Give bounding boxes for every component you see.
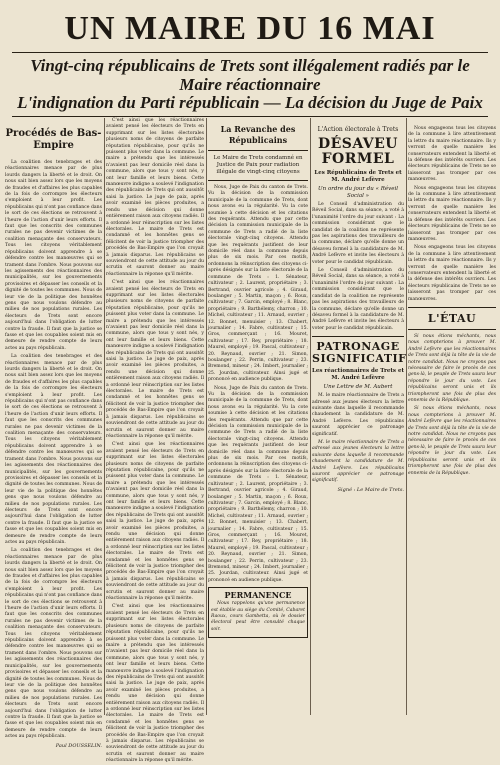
column-2-body-continued: C'est ainsi que les réactionnaires avaient pensé les électeurs de Trets en supprimant sur les listes électorales plusieurs noms de citoyens de parfaite réputation républicaine, pour qu'ils ne puissent plus voter dans la commune. Le maire a prétendu que les intéressés n'avaient pas leur domicile réel dans la commune, alors que tous y sont nés, y ont leur famille et leurs biens. Cette manœuvre indigne a soulevé l'indignation des républicains de Trets qui ont aussitôt saisi la justice. Le juge de paix, après avoir examiné les pièces produites, a rendu une décision qui donne entièrement raison aux citoyens radiés. Il a ordonné leur réinscription sur les listes électorales. Le maire de Trets est condamné et les honnêtes gens se félicitent de voir la justice triompher des procédés de Bas-Empire que l'on croyait à jamais disparus. Les républicains se souviendront de cette attitude au jour du scrutin et sauront donner au maire réactionnaire la réponse qu'il mérite. [106, 280, 204, 439]
column-4-order: Un ordre du jour du « Réveil Social » [318, 186, 398, 199]
column-4-kicker: L'Action électorale à Trets [317, 126, 399, 133]
column-2 [106, 118, 204, 764]
subhead-2: L'indignation du Parti républicain — La décision du Juge de Paix [17, 93, 483, 112]
column-5-rule [408, 329, 496, 330]
permanence-text: Nous rappelons qu'une permanence est établie au siège du Comité, Cabaret Raoux, cours Gambetta, où le dossier électoral peut être consulté chaque soir. [211, 601, 305, 632]
headline: UN MAIRE DU 16 MAI [64, 10, 436, 47]
permanence-box [208, 587, 308, 638]
column-3-intro: Le Maire de Trets condamné en Justice de Paix pour radiation illégale de vingt-cinq citoyens [213, 155, 303, 175]
column-5-body: Nous engageons tous les citoyens de la commune à lire attentivement la lettre du maire réactionnaire. Ils y verront de quelle manière les conservateurs entendent la liberté et la défense des intérêts ouvriers. Les électeurs républicains de Trets ne se laisseront pas tromper par ces manœuvres. [408, 126, 496, 183]
subhead-rule [12, 116, 488, 117]
column-5-body-2: Si nous étions méchants, nous nous compterions à prouver M. André Lefèvre que les réactionnaires de Trets sont déjà la tête de la vie de notre candidat. Nous ne croyons pas nécessaire de faire le procès de ces gens-là, le peuple de Trets saura leur répondre le jour du vote. Les républicains seront unis et ils triompheront une fois de plus des ennemis de la République. [408, 333, 496, 404]
column-2-body: C'est ainsi que les réactionnaires avaient pensé les électeurs de Trets en supprimant sur les listes électorales plusieurs noms de citoyens de parfaite réputation républicaine, pour qu'ils ne puissent plus voter dans la commune. Le maire a prétendu que les intéressés n'avaient pas leur domicile réel dans la commune, alors que tous y sont nés, y ont leur famille et leurs biens. Cette manœuvre indigne a soulevé l'indignation des républicains de Trets qui ont aussitôt saisi la justice. Le juge de paix, après avoir examiné les pièces produites, a rendu une décision qui donne entièrement raison aux citoyens radiés. Il a ordonné leur réinscription sur les listes électorales. Le maire de Trets est condamné et les honnêtes gens se félicitent de voir la justice triompher des procédés de Bas-Empire que l'on croyait à jamais disparus. Les républicains se souviendront de cette attitude au jour du scrutin et sauront donner au maire réactionnaire la réponse qu'il mérite. [106, 118, 204, 277]
column-divider [206, 118, 207, 715]
subhead-1: Vingt-cinq républicains de Trets sont illégalement radiés par le Maire réactionnaire [30, 56, 470, 94]
column-1-title: Procédés de Bas-Empire [5, 128, 102, 151]
column-5-title: L'ÉTAU [427, 311, 477, 325]
column-divider [104, 118, 105, 715]
column-5-body-continued: Nous engageons tous les citoyens de la commune à lire attentivement la lettre du maire réactionnaire. Ils y verront de quelle manière les conservateurs entendent la liberté et la défense des intérêts ouvriers. Les électeurs républicains de Trets ne se laisseront pas tromper par ces manœuvres. [408, 185, 496, 242]
column-4-body-1-continued: Le Conseil d'administration du Réveil Social, dans sa séance, a voté à l'unanimité l'ordre du jour suivant : La commission considérant que le candidat de la coalition ne représente pas les aspirations des travailleurs de la commune, déclare qu'elle donne un désaveu formel à la candidature de M. André Lefèvre et invite les électeurs à voter pour le candidat républicain. [312, 268, 404, 331]
column-2-body-continued: C'est ainsi que les réactionnaires avaient pensé les électeurs de Trets en supprimant sur les listes électorales plusieurs noms de citoyens de parfaite réputation républicaine, pour qu'ils ne puissent plus voter dans la commune. Le maire a prétendu que les intéressés n'avaient pas leur domicile réel dans la commune, alors que tous y sont nés, y ont leur famille et leurs biens. Cette manœuvre indigne a soulevé l'indignation des républicains de Trets qui ont aussitôt saisi la justice. Le juge de paix, après avoir examiné les pièces produites, a rendu une décision qui donne entièrement raison aux citoyens radiés. Il a ordonné leur réinscription sur les listes électorales. Le maire de Trets est condamné et les honnêtes gens se félicitent de voir la justice triompher des procédés de Bas-Empire que l'on croyait à jamais disparus. Les républicains se souviendront de cette attitude au jour du scrutin et sauront donner au maire réactionnaire la réponse qu'il mérite. [106, 442, 204, 602]
column-1-signature: Paul DOUSSELIN. [55, 742, 102, 749]
column-4-sub-1: Les Républicains de Trets et M. André Lefèvre [314, 170, 402, 183]
column-4-body-2-continued: M. le maire réactionnaire de Trets a adressé aux jeunes électeurs la lettre suivante dans laquelle il recommande chaudement la candidature de M. André Lefèvre. Les républicains sauront apprécier ce patronage significatif. [312, 439, 404, 484]
column-2-body-continued: C'est ainsi que les réactionnaires avaient pensé les électeurs de Trets en supprimant sur les listes électorales plusieurs noms de citoyens de parfaite réputation républicaine, pour qu'ils ne puissent plus voter dans la commune. Le maire a prétendu que les intéressés n'avaient pas leur domicile réel dans la commune, alors que tous y sont nés, y ont leur famille et leurs biens. Cette manœuvre indigne a soulevé l'indignation des républicains de Trets qui ont aussitôt saisi la justice. Le juge de paix, après avoir examiné les pièces produites, a rendu une décision qui donne entièrement raison aux citoyens radiés. Il a ordonné leur réinscription sur les listes électorales. Le maire de Trets est condamné et les honnêtes gens se félicitent de voir la justice triompher des procédés de Bas-Empire que l'on croyait à jamais disparus. Les républicains se souviendront de cette attitude au jour du scrutin et sauront donner au maire réactionnaire la réponse qu'il mérite. [106, 604, 204, 764]
column-1-body-continued: La coalition des tenebrages et des réactionnaires menace par de plus lourds dangers la liberté et le droit. On nous sait bien assez lors que les moyens de fraudes et d'affaires les plus capables de la fois de corrompre les électeurs s'emploient à leur profit. Les républicains qui n'ont pas confiance dans le sort de ces élections se retrouvent à l'heure de l'action d'unir leurs efforts. Il faut que les conscrits des communes rurales ne pas devenir victimes de la coalition menaçante des conservateurs. Tous les citoyens véritablement républicains doivent apprendre à se défendre contre les manœuvres qui se trament dans l'ombre. Nous pouvons sur les agissements des réactionnaires des municipalités, sur les gouvernements provisoires et dépasser les conseils et la dignité de toutes les communes. Nous de leur vie de la politique des honnêtes gens que nous voulons défendre au milieu de nos populations rurales. Les électeurs de Trets sont encore aujourd'hui dans l'obligation de lutter contre la fraude. Il faut que la justice se fasse et que les coupables soient mis en demeure de rendre compte de leurs actes au pays républicain. [5, 548, 102, 740]
column-4-sub-2: Les réactionnaires de Trets et M. André Lefèvre [312, 368, 404, 382]
column-4-title-1: DÉSAVEU FORMEL [317, 136, 398, 167]
column-3-body: Nous, Juge de Paix du canton de Trets. Vu la décision de la commission municipale de la commune de Trets, dont nous avons eu la régularité. Vu la cote soumise à cette décision et les citations des requérants. Attendu que par cette décision la commission municipale de la commune de Trets a radié de la liste électorale vingt-cinq citoyens. Attendu que les requérants justifient de leur domicile réel dans la commune depuis plus de six mois. Par ces motifs, ordonnons la réinscription des citoyens ci-après désignés sur la liste électorale de la commune de Trets : 1. Sénateur, cultivateur ; 2. Laurent, propriétaire ; 3. Bertrand, ouvrier agricole ; 4. Giraud, boulanger ; 5. Martin, maçon ; 6. Roux, cultivateur ; 7. Garcin, employé ; 8. Blanc, propriétaire ; 9. Barthélemy, charron ; 10. Michel, cultivateur ; 11. Arnaud, ouvrier ; 12. Bonnet, menuisier ; 13. Chabert, journalier ; 14. Fabre, cultivateur ; 15. Gros, commerçant ; 16. Mouret, cultivateur ; 17. Rey, propriétaire ; 18. Maurel, employé ; 19. Pascal, cultivateur ; 20. Reynaud, ouvrier ; 21. Simon, boulanger ; 22. Perrin, cultivateur ; 23. Bremond, mineur ; 24. Imbert, journalier ; 25. Jourdan, cultivateur. Ainsi jugé et prononcé en audience publique. [208, 185, 308, 383]
column-1-body-continued: La coalition des tenebrages et des réactionnaires menace par de plus lourds dangers la liberté et le droit. On nous sait bien assez lors que les moyens de fraudes et d'affaires les plus capables de la fois de corrompre les électeurs s'emploient à leur profit. Les républicains qui n'ont pas confiance dans le sort de ces élections se retrouvent à l'heure de l'action d'unir leurs efforts. Il faut que les conscrits des communes rurales ne pas devenir victimes de la coalition menaçante des conservateurs. Tous les citoyens véritablement républicains doivent apprendre à se défendre contre les manœuvres qui se trament dans l'ombre. Nous pouvons sur les agissements des réactionnaires des municipalités, sur les gouvernements provisoires et dépasser les conseils et la dignité de toutes les communes. Nous de leur vie de la politique des honnêtes gens que nous voulons défendre au milieu de nos populations rurales. Les électeurs de Trets sont encore aujourd'hui dans l'obligation de lutter contre la fraude. Il faut que la justice se fasse et que les coupables soient mis en demeure de rendre compte de leurs actes au pays républicain. [5, 354, 102, 545]
column-1-body: La coalition des tenebrages et des réactionnaires menace par de plus lourds dangers la liberté et le droit. On nous sait bien assez lors que les moyens de fraudes et d'affaires les plus capables de la fois de corrompre les électeurs s'emploient à leur profit. Les républicains qui n'ont pas confiance dans le sort de ces élections se retrouvent à l'heure de l'action d'unir leurs efforts. Il faut que les conscrits des communes rurales ne pas devenir victimes de la coalition menaçante des conservateurs. Tous les citoyens véritablement républicains doivent apprendre à se défendre contre les manœuvres qui se trament dans l'ombre. Nous pouvons sur les agissements des réactionnaires des municipalités, sur les gouvernements provisoires et dépasser les conseils et la dignité de toutes les communes. Nous de leur vie de la politique des honnêtes gens que nous voulons défendre au milieu de nos populations rurales. Les électeurs de Trets sont encore aujourd'hui dans l'obligation de lutter contre la fraude. Il faut que la justice se fasse et que les coupables soient mis en demeure de rendre compte de leurs actes au pays républicain. [5, 160, 102, 351]
column-5-rule [408, 307, 496, 308]
column-3-rule [208, 150, 308, 151]
column-4 [312, 118, 407, 717]
column-4-signature: Signé : Le Maire de Trets. [337, 486, 404, 493]
column-3-title: La Revanche des Républicains [220, 124, 296, 145]
column-5 [408, 118, 496, 717]
column-4-body-1: Le Conseil d'administration du Réveil Social, dans sa séance, a voté à l'unanimité l'ordre du jour suivant : La commission considérant que le candidat de la coalition ne représente pas les aspirations des travailleurs de la commune, déclare qu'elle donne un désaveu formel à la candidature de M. André Lefèvre et invite les électeurs à voter pour le candidat républicain. [312, 202, 404, 265]
column-divider [406, 118, 407, 715]
column-divider [310, 118, 311, 715]
column-1 [5, 118, 102, 749]
column-4-letter: Une Lettre de M. Aubert [323, 384, 393, 391]
column-4-title-2: PATRONAGE SIGNIFICATIF [312, 340, 407, 366]
column-3-rule [208, 180, 308, 181]
column-4-body-2: M. le maire réactionnaire de Trets a adressé aux jeunes électeurs la lettre suivante dans laquelle il recommande chaudement la candidature de M. André Lefèvre. Les républicains sauront apprécier ce patronage significatif. [312, 393, 404, 437]
permanence-title: PERMANENCE [224, 590, 292, 601]
column-5-body-continued: Nous engageons tous les citoyens de la commune à lire attentivement la lettre du maire réactionnaire. Ils y verront de quelle manière les conservateurs entendent la liberté et la défense des intérêts ouvriers. Les électeurs républicains de Trets ne se laisseront pas tromper par ces manœuvres. [408, 245, 496, 302]
column-3-body-continued: Nous, Juge de Paix du canton de Trets. Vu la décision de la commission municipale de la commune de Trets, dont nous avons eu la régularité. Vu la cote soumise à cette décision et les citations des requérants. Attendu que par cette décision la commission municipale de la commune de Trets a radié de la liste électorale vingt-cinq citoyens. Attendu que les requérants justifient de leur domicile réel dans la commune depuis plus de six mois. Par ces motifs, ordonnons la réinscription des citoyens ci-après désignés sur la liste électorale de la commune de Trets : 1. Sénateur, cultivateur ; 2. Laurent, propriétaire ; 3. Bertrand, ouvrier agricole ; 4. Giraud, boulanger ; 5. Martin, maçon ; 6. Roux, cultivateur ; 7. Garcin, employé ; 8. Blanc, propriétaire ; 9. Barthélemy, charron ; 10. Michel, cultivateur ; 11. Arnaud, ouvrier ; 12. Bonnet, menuisier ; 13. Chabert, journalier ; 14. Fabre, cultivateur ; 15. Gros, commerçant ; 16. Mouret, cultivateur ; 17. Rey, propriétaire ; 18. Maurel, employé ; 19. Pascal, cultivateur ; 20. Reynaud, ouvrier ; 21. Simon, boulanger ; 22. Perrin, cultivateur ; 23. Bremond, mineur ; 24. Imbert, journalier ; 25. Jourdan, cultivateur. Ainsi jugé et prononcé en audience publique. [208, 385, 308, 583]
column-4-rule [312, 336, 404, 337]
column-5-body-2-continued: Si nous étions méchants, nous nous compterions à prouver M. André Lefèvre que les réactionnaires de Trets sont déjà la tête de la vie de notre candidat. Nous ne croyons pas nécessaire de faire le procès de ces gens-là, le peuple de Trets saura leur répondre le jour du vote. Les républicains seront unis et ils triompheront une fois de plus des ennemis de la République. [408, 406, 496, 476]
headline-rule [12, 52, 488, 53]
column-3 [208, 118, 308, 717]
